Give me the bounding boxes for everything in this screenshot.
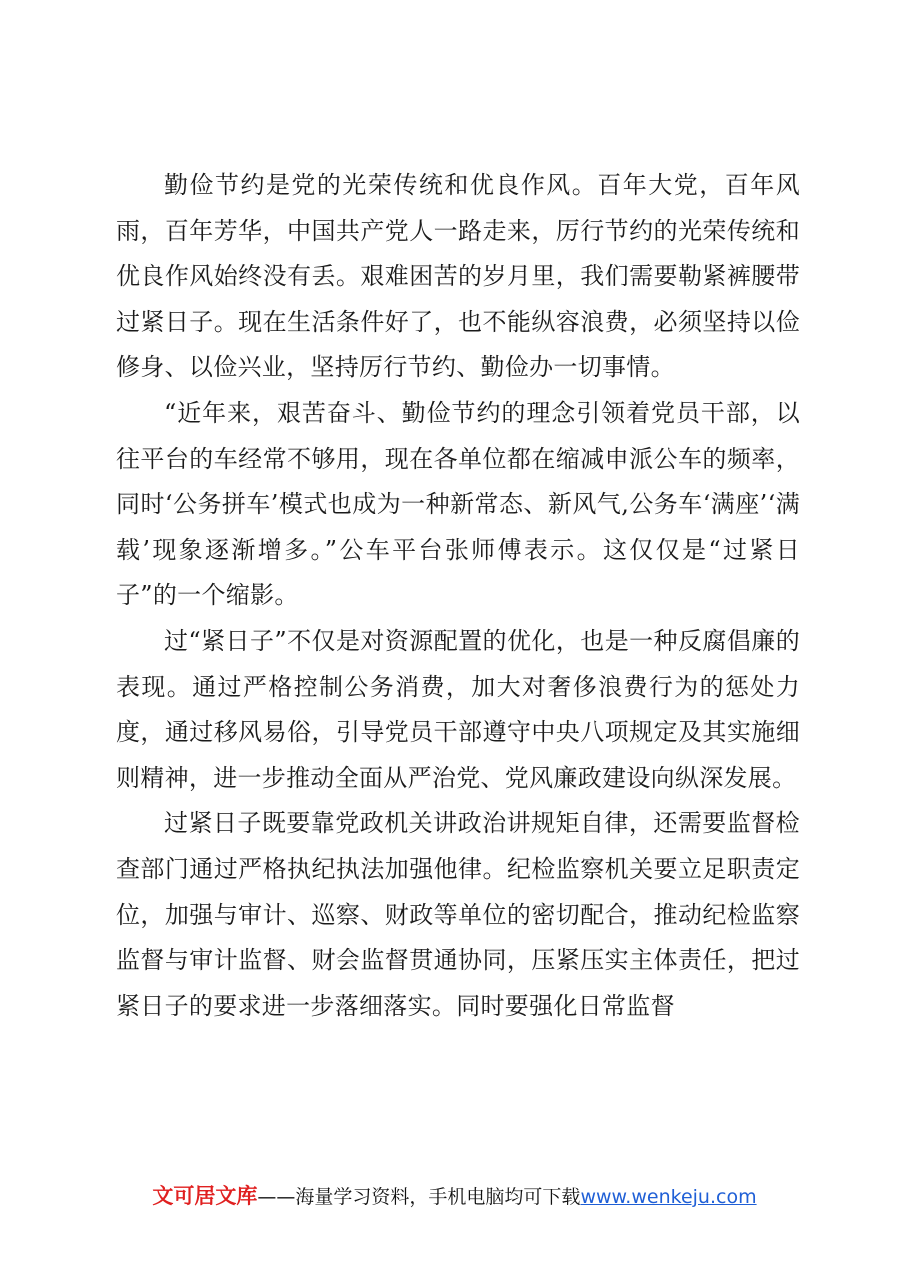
paragraph-3: 过“紧日子”不仅是对资源配置的优化，也是一种反腐倡廉的表现。通过严格控制公务消费，加大对奢侈浪费行为的惩处力度，通过移风易俗，引导党员干部遵守中央八项规定及其实施细则精神，进一步推动全面从严治党、党风廉政建设向纵深发展。	[116, 626, 800, 792]
paragraph-1: 勤俭节约是党的光荣传统和优良作风。百年大党，百年风雨，百年芳华，中国共产党人一路走来，厉行节约的光荣传统和优良作风始终没有丢。艰难困苦的岁月里，我们需要勒紧裤腰带过紧日子。现在生活条件好了，也不能纵容浪费，必须坚持以俭修身、以俭兴业，坚持厉行节约、勤俭办一切事情。	[116, 171, 800, 382]
footer-banner	[0, 1180, 909, 1213]
article-body	[116, 163, 800, 1029]
footer-brand: 文可居文库	[152, 1184, 258, 1208]
footer-website-link[interactable]: www.wenkeju.com	[580, 1186, 757, 1208]
paragraph-4: 过紧日子既要靠党政机关讲政治讲规矩自律，还需要监督检查部门通过严格执纪执法加强他律。纪检监察机关要立足职责定位，加强与审计、巡察、财政等单位的密切配合，推动纪检监察监督与审计监督、财会监督贯通协同，压紧压实主体责任，把过紧日子的要求进一步落细落实。同时要强化日常监督	[116, 809, 800, 1020]
paragraph-2: “近年来，艰苦奋斗、勤俭节约的理念引领着党员干部，以往平台的车经常不够用，现在各单位都在缩减申派公车的频率，同时‘公务拼车’模式也成为一种新常态、新风气,公务车‘满座’‘满载’现象逐渐增多。”公车平台张师傅表示。这仅仅是“过紧日子”的一个缩影。	[116, 398, 800, 610]
footer-slogan: ——海量学习资料，手机电脑均可下载	[257, 1186, 581, 1208]
